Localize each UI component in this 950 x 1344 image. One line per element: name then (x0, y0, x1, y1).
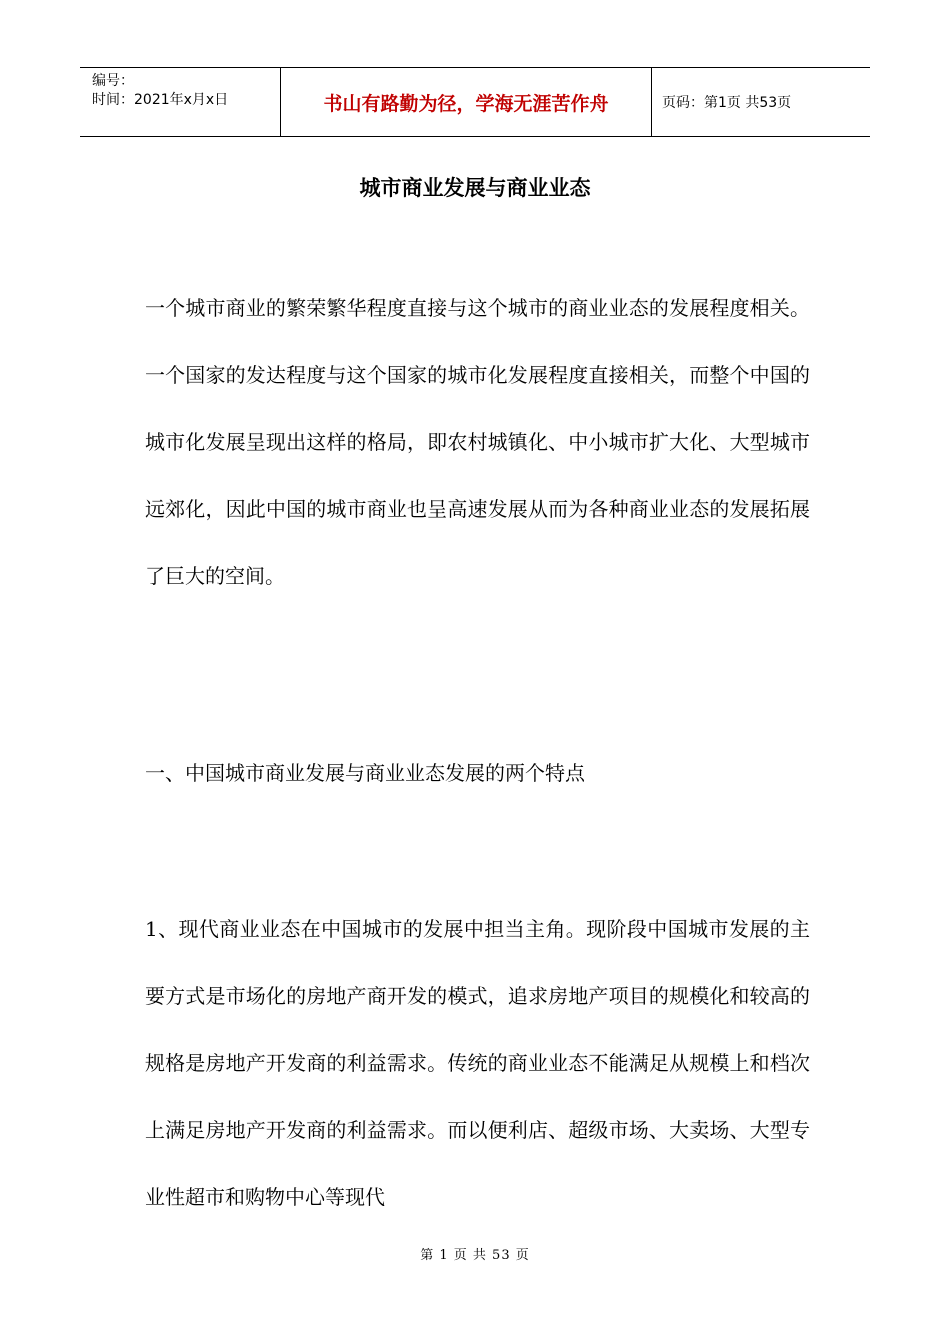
document-title: 城市商业发展与商业业态 (359, 175, 591, 200)
paragraph-point-1: 1、现代商业业态在中国城市的发展中担当主角。现阶段中国城市发展的主要方式是市场化的房地产商开发的模式，追求房地产项目的规模化和较高的规格是房地产开发商的利益需求。传统的商业业态不能满足从规模上和档次上满足房地产开发商的利益需求。而以便利店、超级市场、大卖场、大型专业性超市和购物中心等现代 (145, 917, 810, 1209)
header-meta (80, 68, 280, 136)
header-motto: 书山有路勤为径，学海无涯苦作舟 (280, 68, 652, 136)
document-date: 时间：2021年x月x日 (92, 92, 229, 108)
document-number-label: 编号： (92, 73, 134, 89)
paragraph-intro: 一个城市商业的繁荣繁华程度直接与这个城市的商业业态的发展程度相关。一个国家的发达程度与这个国家的城市化发展程度直接相关，而整个中国的城市化发展呈现出这样的格局，即农村城镇化、中小城市扩大化、大型城市远郊化，因此中国的城市商业也呈高速发展从而为各种商业业态的发展拓展了巨大的空间。 (145, 296, 810, 588)
section-heading: 一、中国城市商业发展与商业业态发展的两个特点 (145, 761, 585, 785)
header-page-info: 页码：第1页 共53页 (662, 95, 792, 111)
page-header (80, 67, 870, 137)
page-footer: 第 1 页 共 53 页 (420, 1248, 530, 1263)
